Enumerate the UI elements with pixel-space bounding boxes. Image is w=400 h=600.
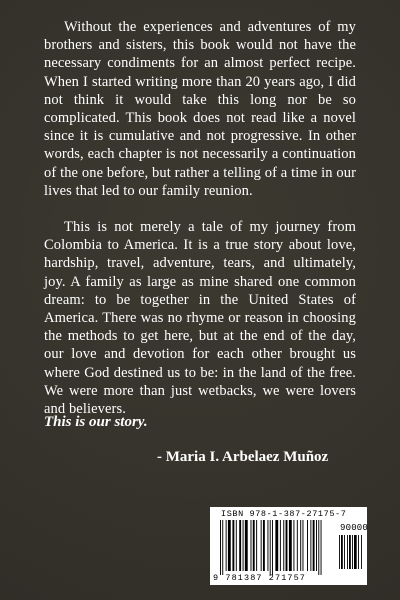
- blurb-paragraph-2: This is not merely a tale of my journey from Colombia to America. It is a true story about love, hardship, travel, adventure, tears, and ultimately, joy. A family as large as mine shared one common dream: to be together in the United States of America. There was no rhyme or reason in choosing the methods to get here, but at the end of the day, our love and devotion for each other brought us where God destined us to be: in the land of the free. We were more than just wetbacks, we were lovers and believers.: [44, 219, 356, 418]
- author-signature: - Maria I. Arbelaez Muñoz: [157, 449, 329, 465]
- isbn-barcode: [210, 507, 367, 585]
- blurb-paragraph-1: Without the experiences and adventures of my brothers and sisters, this book would not have the necessary condiments for an almost perfect recipe. When I started writing more than 20 years ago, I did not think it would take this long nor be so complicated. This book does not read like a novel since it is cumulative and not progressive. In other words, each chapter is not necessarily a continuation of the one before, but rather a telling of a time in our lives that led to our family reunion.: [44, 19, 356, 199]
- ean-digits: 9 781387 271757: [213, 573, 307, 583]
- blurb-text: [44, 18, 356, 418]
- addon-barcode-bars: [339, 535, 365, 569]
- price-code: 90000: [340, 523, 369, 533]
- isbn-label: ISBN 978-1-387-27175-7: [221, 509, 347, 519]
- barcode-bars: [220, 520, 332, 575]
- tagline: This is our story.: [44, 414, 148, 430]
